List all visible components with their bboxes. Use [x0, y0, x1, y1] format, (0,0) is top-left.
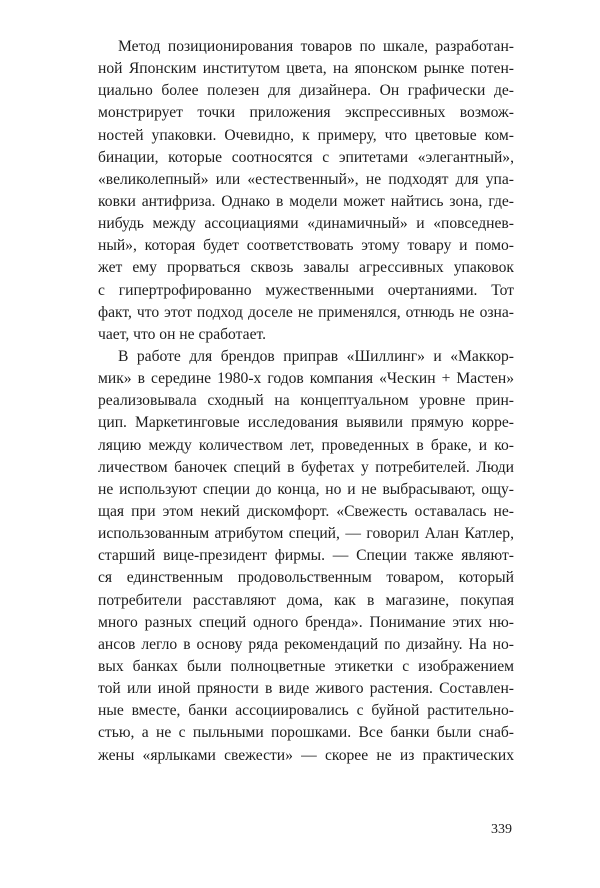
text-line: ный», которая будет соответствовать этому товару и помо-: [98, 237, 514, 255]
text-line: ные вместе, банки ассоциировались с буйной растительно-: [98, 702, 514, 720]
text-line: ся единственным продовольственным товаром, который: [98, 569, 514, 587]
text-line: щая при этом некий дискомфорт. «Свежесть оставалась не-: [98, 502, 514, 520]
text-line: жены «ярлыками свежести» — скорее не из практических: [98, 746, 514, 764]
text-line: стью, а не с пыльными порошками. Все банки были снаб-: [98, 724, 514, 742]
text-line: В работе для брендов приправ «Шиллинг» и «Маккор-: [118, 347, 514, 365]
text-line: монстрирует точки приложения экспрессивных возмож-: [98, 104, 514, 122]
text-line: циально более полезен для дизайнера. Он графически де-: [98, 82, 514, 100]
text-line: бинации, которые соотносятся с эпитетами «элегантный»,: [98, 148, 514, 166]
text-line: личеством баночек специй в буфетах у потребителей. Люди: [98, 458, 514, 476]
text-line: ностей упаковки. Очевидно, к примеру, что цветовые ком-: [98, 126, 514, 144]
text-line: ной Японским институтом цвета, на японском рынке потен-: [98, 60, 514, 78]
text-line: ансов легло в основу ряда рекомендаций по дизайну. На но-: [98, 635, 514, 653]
text-line: той или иной пряности в виде живого растения. Составлен-: [98, 680, 514, 698]
text-line: ляцию между количеством лет, проведенных в браке, и ко-: [98, 436, 514, 454]
paragraph: [98, 36, 514, 346]
text-line: нибудь между ассоциациями «динамичный» и «повседнев-: [98, 215, 514, 233]
text-line: «великолепный» или «естественный», не подходят для упа-: [98, 170, 514, 188]
text-line: вых банках были полноцветные этикетки с изображением: [98, 657, 514, 675]
book-page-text: [98, 36, 514, 767]
text-line: не используют специи до конца, но и не выбрасывают, ощу-: [98, 480, 514, 498]
paragraph: [98, 346, 514, 767]
text-line: чает, что он не сработает.: [98, 325, 267, 343]
text-line: реализовывала сходный на концептуальном уровне прин-: [98, 392, 514, 410]
text-line: Метод позиционирования товаров по шкале, разработан-: [118, 38, 514, 55]
text-line: факт, что этот подход доселе не применялся, отнюдь не озна-: [98, 303, 514, 321]
text-line: с гипертрофированно мужественными очертаниями. Тот: [98, 281, 514, 299]
text-line: ковки антифриза. Однако в модели может найтись зона, где-: [98, 192, 514, 210]
text-line: мик» в середине 1980-х годов компания «Ческин + Мастен»: [98, 370, 514, 388]
page-number: 339: [491, 822, 512, 837]
text-line: потребители расставляют дома, как в магазине, покупая: [98, 591, 514, 609]
text-line: использованным атрибутом специй, — говорил Алан Катлер,: [98, 525, 514, 543]
text-line: жет ему прорваться сквозь завалы агрессивных упаковок: [98, 259, 514, 277]
text-line: старший вице-президент фирмы. — Специи также являют-: [98, 547, 514, 565]
text-line: цип. Маркетинговые исследования выявили прямую корре-: [98, 414, 514, 432]
text-line: много разных специй одного бренда». Понимание этих ню-: [98, 613, 514, 631]
